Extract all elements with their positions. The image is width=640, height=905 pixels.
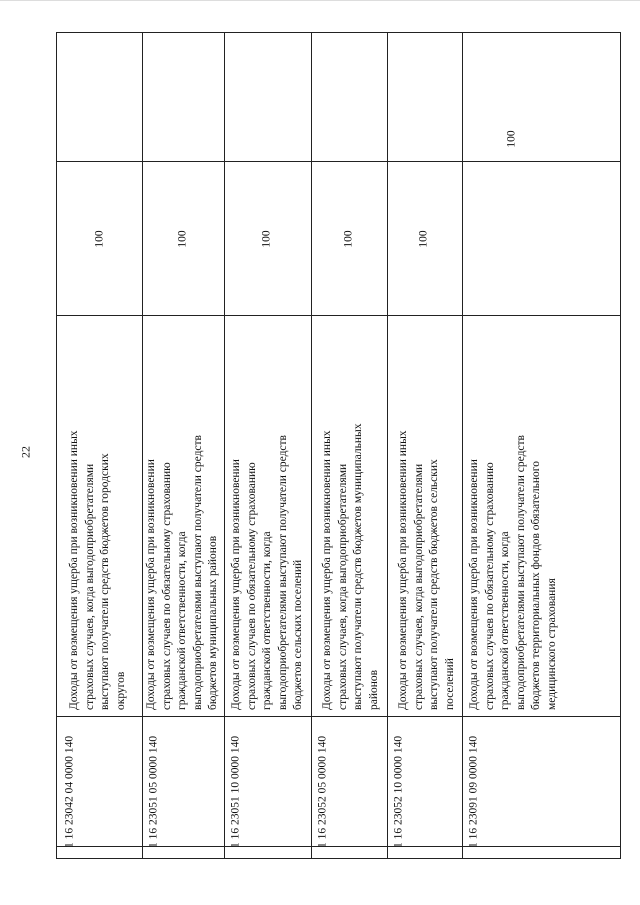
row-4-col3: 100 — [342, 230, 355, 248]
row-1-code: 1 16 23042 04 0000 140 — [63, 735, 76, 848]
row-divider — [142, 33, 143, 858]
column-divider-code — [57, 846, 620, 847]
row-divider — [311, 33, 312, 858]
row-divider — [462, 33, 463, 858]
row-6-description: Доходы от возмещения ущерба при возникновении страховых случаев по обязательному страхованию гражданской ответственности, когда выгодоприобретателями выступают получатели средств бюджетов территориальных фондов обязательного медицинского страхования — [468, 435, 558, 710]
column-divider-description — [57, 716, 620, 717]
row-5-code: 1 16 23052 10 0000 140 — [392, 735, 405, 848]
row-3-code: 1 16 23051 10 0000 140 — [229, 735, 242, 848]
column-divider-col4 — [57, 161, 620, 162]
row-divider — [387, 33, 388, 858]
column-divider-col3 — [57, 315, 620, 316]
row-3-col3: 100 — [260, 230, 273, 248]
row-4-description: Доходы от возмещения ущерба при возникновении иных страховых случаев, когда выгодоприобретателями выступают получатели средств бюджетов муниципальных районов — [321, 423, 380, 710]
row-1-description: Доходы от возмещения ущерба при возникновении иных страховых случаев, когда выгодоприобретателями выступают получатели средств бюджетов городских округов — [68, 430, 127, 710]
row-6-code: 1 16 23091 09 0000 140 — [467, 735, 480, 848]
scan-top-edge — [0, 0, 640, 1]
row-divider — [224, 33, 225, 858]
row-5-col3: 100 — [417, 230, 430, 248]
row-3-description: Доходы от возмещения ущерба при возникновении страховых случаев по обязательному страхованию гражданской ответственности, когда выгодоприобретателями выступают получатели средств бюджетов сельских поселений — [230, 435, 304, 710]
row-2-description: Доходы от возмещения ущерба при возникновении страховых случаев по обязательному страхованию гражданской ответственности, когда выгодоприобретателями выступают получатели средств бюджетов муниципальных районов — [145, 435, 219, 710]
row-6-col4: 100 — [505, 130, 518, 148]
row-5-description: Доходы от возмещения ущерба при возникновении иных страховых случаев, когда выгодоприобретателями выступают получатели средств бюджетов сельских поселений — [397, 430, 456, 710]
row-2-col3: 100 — [176, 230, 189, 248]
revenue-table — [56, 32, 621, 859]
row-1-col3: 100 — [93, 230, 106, 248]
row-4-code: 1 16 23052 05 0000 140 — [316, 735, 329, 848]
page-number: 22 — [18, 446, 33, 458]
row-2-code: 1 16 23051 05 0000 140 — [147, 735, 160, 848]
